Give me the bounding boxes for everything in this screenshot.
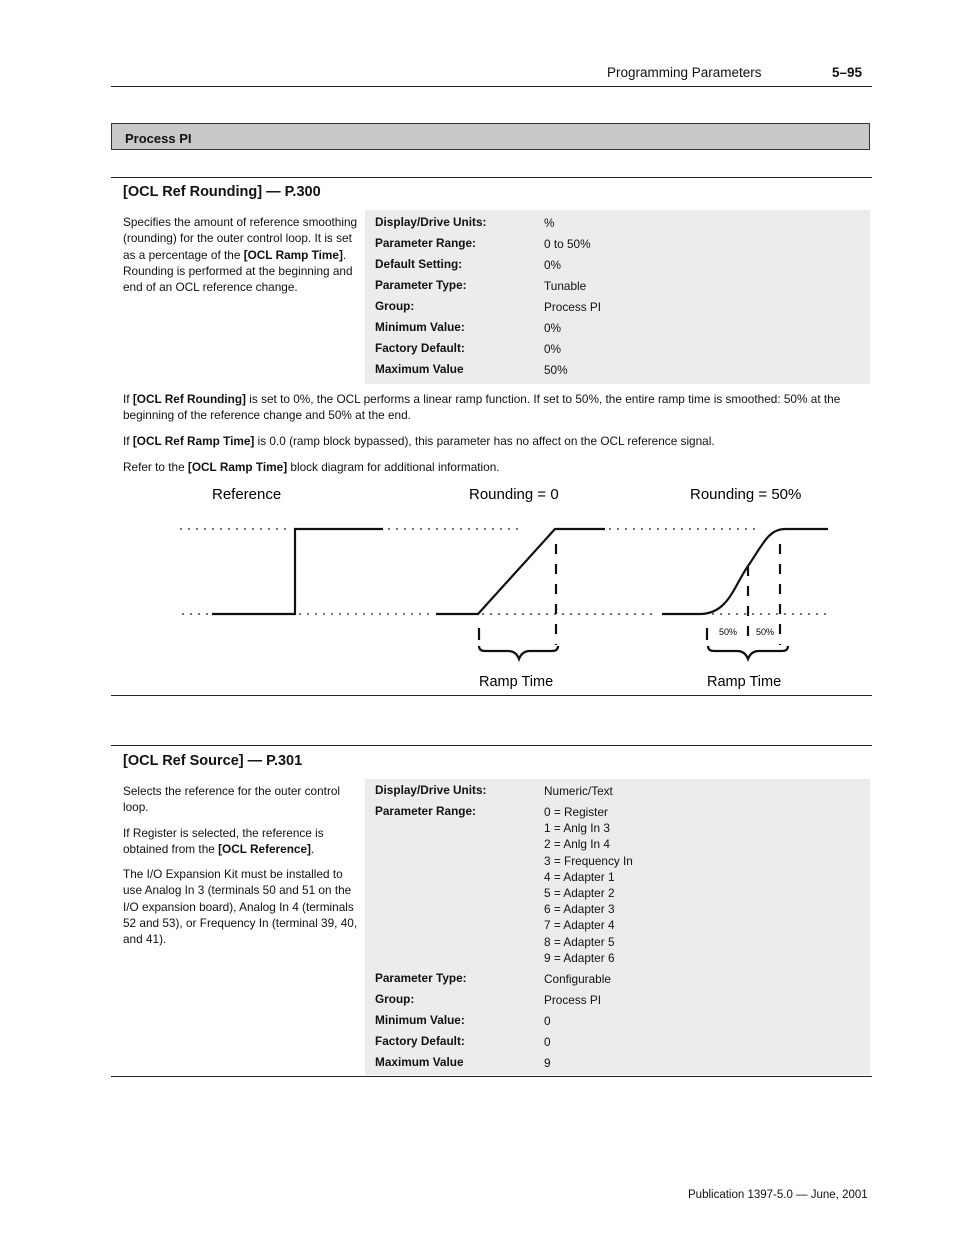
param-rule-bottom: [111, 1076, 872, 1077]
row-label: Group:: [375, 992, 415, 1006]
label-50pct-left: 50%: [719, 627, 738, 637]
label-reference: Reference: [212, 486, 282, 503]
row-label: Parameter Type:: [375, 971, 467, 985]
note-param-ref: [OCL Ref Rounding]: [132, 392, 246, 406]
desc-param-ref: [OCL Reference]: [218, 841, 311, 856]
desc-text: .: [310, 841, 315, 856]
range-option: 4 = Adapter 1: [544, 869, 615, 884]
brace-left: [479, 646, 558, 659]
range-option: 0 = Register: [544, 805, 608, 819]
param-title-p301: [OCL Ref Source] — P.301: [123, 753, 303, 769]
param-rule-top: [111, 745, 872, 746]
note-param-ref: [OCL Ramp Time]: [187, 460, 288, 474]
row-value: Numeric/Text: [544, 784, 613, 798]
range-option: 5 = Adapter 2: [544, 886, 615, 901]
range-option: 2 = Anlg In 4: [544, 837, 610, 852]
label-ramp-time-2: Ramp Time: [707, 674, 782, 690]
row-label: Maximum Value: [375, 1055, 464, 1069]
row-label: Parameter Type:: [375, 278, 467, 292]
label-ramp-time-1: Ramp Time: [479, 674, 554, 690]
desc-text: If Register is selected, the reference is obtained from the: [123, 825, 324, 856]
row-label: Group:: [375, 299, 415, 313]
publication-footer: Publication 1397-5.0 — June, 2001: [688, 1189, 868, 1201]
dotted-guides: [180, 529, 828, 614]
row-label: Minimum Value:: [375, 320, 465, 334]
row-value: 0%: [544, 342, 562, 356]
reference-step-curve: [212, 529, 383, 614]
param-description-p301: [123, 783, 358, 957]
note-text: block diagram for additional information.: [287, 460, 500, 474]
note-param-ref: [OCL Ref Ramp Time]: [132, 434, 255, 448]
param-table-p301: [365, 779, 870, 1075]
row-label: Default Setting:: [375, 257, 463, 271]
desc-paragraph: [123, 825, 358, 858]
range-option: 6 = Adapter 3: [544, 902, 615, 917]
range-option: 1 = Anlg In 3: [544, 821, 610, 836]
param-rule-bottom: [111, 695, 872, 696]
desc-paragraph: Selects the reference for the outer control loop.: [123, 784, 341, 815]
row-value: 9: [544, 1056, 551, 1070]
note-text: is 0.0 (ramp block bypassed), this parameter has no affect on the OCL reference signal.: [254, 434, 715, 448]
row-label: Maximum Value: [375, 362, 464, 376]
row-label: Factory Default:: [375, 341, 465, 355]
param-title-p300: [OCL Ref Rounding] — P.300: [123, 184, 321, 200]
label-50pct-right: 50%: [756, 627, 775, 637]
row-value: %: [544, 216, 555, 230]
row-label: Minimum Value:: [375, 1013, 465, 1027]
linear-ramp-curve: [436, 529, 605, 614]
range-option: 3 = Frequency In: [544, 853, 633, 868]
row-value: Process PI: [544, 993, 602, 1007]
row-label: Parameter Range:: [375, 236, 476, 250]
row-value: 50%: [544, 363, 568, 377]
desc-text: Specifies the amount of reference smoothing (rounding) for the outer control loop. It is set as a percentage of the: [123, 215, 358, 262]
label-rounding-0: Rounding = 0: [469, 486, 559, 503]
range-option: 7 = Adapter 4: [544, 918, 615, 933]
range-list: [544, 804, 633, 966]
row-label: Display/Drive Units:: [375, 783, 487, 797]
range-option: 8 = Adapter 5: [544, 934, 615, 949]
desc-param-ref: [OCL Ramp Time]: [243, 247, 343, 262]
row-value: 0: [544, 1035, 551, 1049]
row-label: Parameter Range:: [375, 804, 476, 818]
row-label: Factory Default:: [375, 1034, 465, 1048]
note-text: Refer to the: [123, 460, 188, 474]
range-option: 9 = Adapter 6: [544, 950, 615, 965]
note-text: If: [123, 434, 133, 448]
s-curve: [662, 529, 828, 614]
note-text: is set to 0%, the OCL performs a linear ramp function. If set to 50%, the entire ramp time is smoothed: 50% at the beginning of the reference change and 50% at the end.: [123, 392, 841, 423]
label-rounding-50: Rounding = 50%: [690, 486, 802, 503]
row-value: Process PI: [544, 300, 602, 314]
brace-right: [708, 646, 788, 659]
running-header-section: Programming Parameters: [607, 65, 762, 80]
note-text: If: [123, 392, 133, 406]
row-label: Display/Drive Units:: [375, 215, 487, 229]
desc-text: . Rounding is performed at the beginning and end of an OCL reference change.: [123, 247, 353, 295]
dashed-markers: [556, 544, 780, 645]
row-value: Configurable: [544, 972, 611, 986]
row-value: 0%: [544, 258, 562, 272]
desc-paragraph: The I/O Expansion Kit must be installed to use Analog In 3 (terminals 50 and 51 on the I/O expansion board), Analog In 4 (terminals 52 and 53), or Frequency In (terminal 39, 40, and 41).: [123, 867, 358, 947]
page-number: 5–95: [832, 65, 863, 80]
row-value: 0%: [544, 321, 562, 335]
section-title: Process PI: [125, 131, 192, 146]
row-value: Tunable: [544, 279, 587, 293]
row-value: 0 to 50%: [544, 237, 591, 251]
row-value: 0: [544, 1014, 551, 1028]
